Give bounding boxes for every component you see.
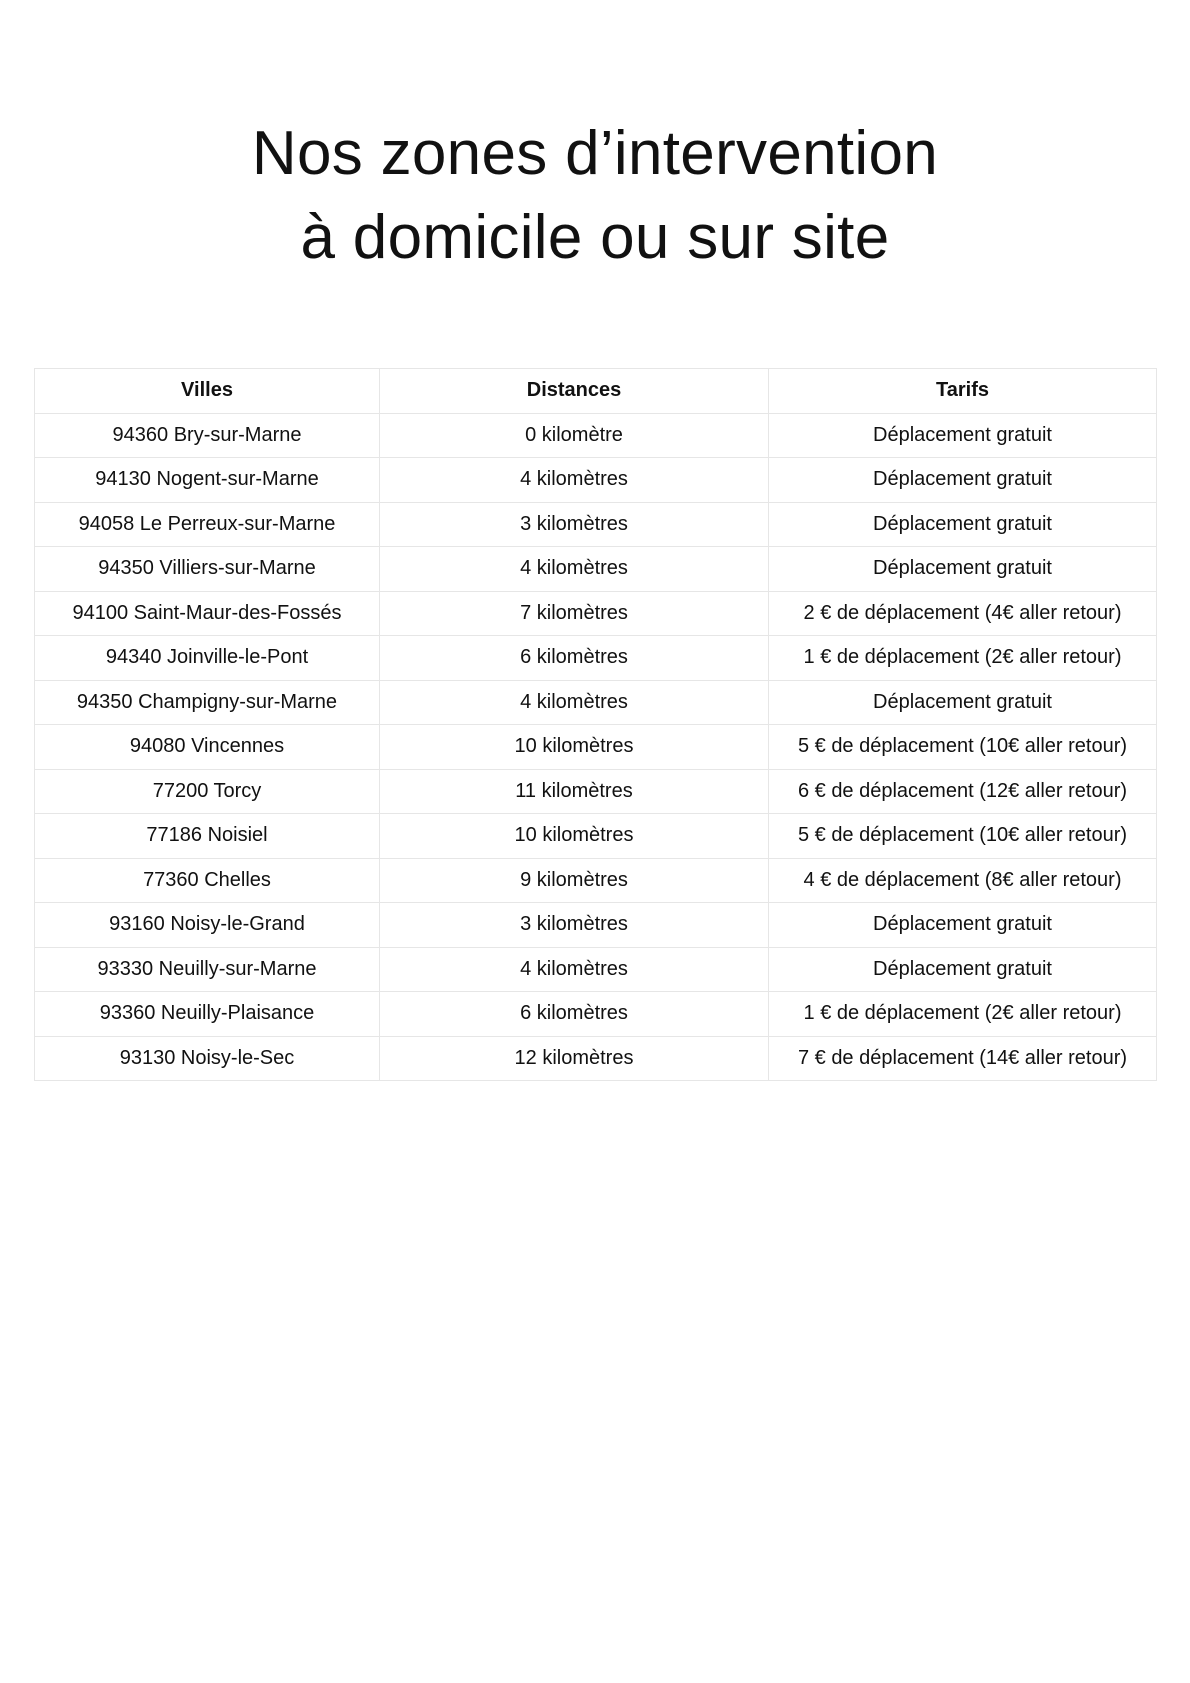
column-header-distances: Distances [380, 369, 769, 414]
cell-tarif: Déplacement gratuit [769, 680, 1157, 725]
column-header-villes: Villes [35, 369, 380, 414]
page-title-line-2: à domicile ou sur site [300, 203, 890, 272]
cell-tarif: Déplacement gratuit [769, 458, 1157, 503]
cell-distance: 9 kilomètres [380, 858, 769, 903]
table-row [35, 814, 1157, 859]
table-row [35, 725, 1157, 770]
cell-distance: 6 kilomètres [380, 636, 769, 681]
page-title [0, 112, 1190, 280]
cell-distance: 12 kilomètres [380, 1036, 769, 1081]
cell-tarif: Déplacement gratuit [769, 413, 1157, 458]
cell-distance: 11 kilomètres [380, 769, 769, 814]
cell-distance: 7 kilomètres [380, 591, 769, 636]
cell-tarif: Déplacement gratuit [769, 903, 1157, 948]
cell-ville: 94058 Le Perreux-sur-Marne [35, 502, 380, 547]
table-row [35, 458, 1157, 503]
cell-ville: 77200 Torcy [35, 769, 380, 814]
table-row [35, 591, 1157, 636]
page-title-line-1: Nos zones d’intervention [251, 119, 939, 188]
cell-ville: 94350 Villiers-sur-Marne [35, 547, 380, 592]
cell-distance: 3 kilomètres [380, 903, 769, 948]
cell-distance: 4 kilomètres [380, 680, 769, 725]
cell-tarif: 2 € de déplacement (4€ aller retour) [769, 591, 1157, 636]
table-row [35, 636, 1157, 681]
table-row [35, 858, 1157, 903]
cell-tarif: 7 € de déplacement (14€ aller retour) [769, 1036, 1157, 1081]
cell-distance: 0 kilomètre [380, 413, 769, 458]
table-row [35, 769, 1157, 814]
zones-table [34, 368, 1157, 1081]
table-row [35, 992, 1157, 1037]
cell-ville: 93160 Noisy-le-Grand [35, 903, 380, 948]
table-row [35, 502, 1157, 547]
cell-distance: 4 kilomètres [380, 947, 769, 992]
cell-ville: 93130 Noisy-le-Sec [35, 1036, 380, 1081]
cell-ville: 77360 Chelles [35, 858, 380, 903]
table-row [35, 413, 1157, 458]
column-header-tarifs: Tarifs [769, 369, 1157, 414]
cell-distance: 3 kilomètres [380, 502, 769, 547]
cell-ville: 94130 Nogent-sur-Marne [35, 458, 380, 503]
table-header-row [35, 369, 1157, 414]
cell-distance: 4 kilomètres [380, 547, 769, 592]
cell-tarif: 4 € de déplacement (8€ aller retour) [769, 858, 1157, 903]
cell-distance: 4 kilomètres [380, 458, 769, 503]
cell-tarif: Déplacement gratuit [769, 502, 1157, 547]
cell-tarif: 5 € de déplacement (10€ aller retour) [769, 814, 1157, 859]
cell-ville: 94340 Joinville-le-Pont [35, 636, 380, 681]
cell-ville: 93330 Neuilly-sur-Marne [35, 947, 380, 992]
cell-tarif: 1 € de déplacement (2€ aller retour) [769, 636, 1157, 681]
table-row [35, 1036, 1157, 1081]
table-row [35, 680, 1157, 725]
cell-ville: 94350 Champigny-sur-Marne [35, 680, 380, 725]
cell-distance: 6 kilomètres [380, 992, 769, 1037]
cell-ville: 93360 Neuilly-Plaisance [35, 992, 380, 1037]
cell-ville: 94100 Saint-Maur-des-Fossés [35, 591, 380, 636]
cell-tarif: 5 € de déplacement (10€ aller retour) [769, 725, 1157, 770]
cell-tarif: Déplacement gratuit [769, 547, 1157, 592]
table-row [35, 547, 1157, 592]
cell-distance: 10 kilomètres [380, 725, 769, 770]
table-row [35, 903, 1157, 948]
cell-ville: 77186 Noisiel [35, 814, 380, 859]
cell-ville: 94360 Bry-sur-Marne [35, 413, 380, 458]
cell-tarif: Déplacement gratuit [769, 947, 1157, 992]
cell-ville: 94080 Vincennes [35, 725, 380, 770]
table-row [35, 947, 1157, 992]
cell-tarif: 6 € de déplacement (12€ aller retour) [769, 769, 1157, 814]
cell-distance: 10 kilomètres [380, 814, 769, 859]
cell-tarif: 1 € de déplacement (2€ aller retour) [769, 992, 1157, 1037]
